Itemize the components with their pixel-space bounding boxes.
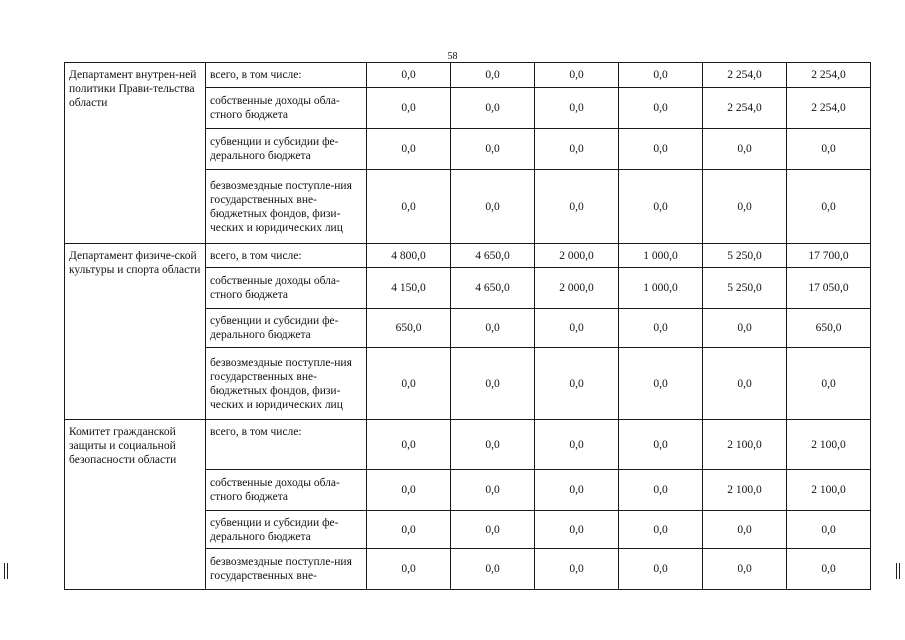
amount-cell: 0,0: [535, 420, 619, 470]
amount-cell: 0,0: [367, 420, 451, 470]
funding-source: субвенции и субсидии фе-дерального бюджета: [206, 511, 367, 549]
amount-cell: 2 254,0: [703, 88, 787, 129]
amount-cell: 0,0: [451, 129, 535, 170]
table-row: [65, 63, 871, 88]
amount-cell: 0,0: [619, 348, 703, 420]
funding-source: всего, в том числе:: [206, 244, 367, 268]
amount-cell: 2 000,0: [535, 268, 619, 309]
funding-source: всего, в том числе:: [206, 63, 367, 88]
amount-cell: 0,0: [787, 511, 871, 549]
amount-cell: 0,0: [703, 170, 787, 244]
amount-cell: 0,0: [367, 470, 451, 511]
amount-cell: 1 000,0: [619, 268, 703, 309]
amount-cell: 2 254,0: [787, 63, 871, 88]
department-name: Департамент физиче-ской культуры и спорта области: [65, 244, 206, 420]
amount-cell: 0,0: [451, 309, 535, 348]
amount-cell: 0,0: [451, 88, 535, 129]
amount-cell: 0,0: [619, 129, 703, 170]
amount-cell: 0,0: [619, 88, 703, 129]
amount-cell: 2 100,0: [703, 470, 787, 511]
amount-cell: 650,0: [787, 309, 871, 348]
amount-cell: 0,0: [535, 470, 619, 511]
amount-cell: 0,0: [535, 549, 619, 590]
amount-cell: 0,0: [367, 129, 451, 170]
amount-cell: 4 650,0: [451, 268, 535, 309]
amount-cell: 0,0: [619, 170, 703, 244]
amount-cell: 0,0: [535, 88, 619, 129]
right-edge-mark: [896, 563, 900, 579]
amount-cell: 1 000,0: [619, 244, 703, 268]
amount-cell: 0,0: [703, 511, 787, 549]
amount-cell: 0,0: [451, 549, 535, 590]
department-name: Комитет гражданской защиты и социальной безопасности области: [65, 420, 206, 590]
amount-cell: 0,0: [367, 63, 451, 88]
amount-cell: 0,0: [787, 549, 871, 590]
funding-source: безвозмездные поступле-ния государственных вне-бюджетных фондов, физи-ческих и юридических лиц: [206, 348, 367, 420]
amount-cell: 0,0: [451, 170, 535, 244]
funding-source: всего, в том числе:: [206, 420, 367, 470]
department-name: Департамент внутрен-ней политики Прави-тельства области: [65, 63, 206, 244]
amount-cell: 0,0: [787, 129, 871, 170]
amount-cell: 0,0: [619, 63, 703, 88]
amount-cell: 2 100,0: [787, 470, 871, 511]
amount-cell: 17 050,0: [787, 268, 871, 309]
amount-cell: 0,0: [535, 348, 619, 420]
amount-cell: 0,0: [367, 88, 451, 129]
amount-cell: 4 150,0: [367, 268, 451, 309]
amount-cell: 0,0: [367, 511, 451, 549]
amount-cell: 0,0: [535, 511, 619, 549]
amount-cell: 0,0: [451, 420, 535, 470]
funding-source: субвенции и субсидии фе-дерального бюджета: [206, 309, 367, 348]
amount-cell: 5 250,0: [703, 268, 787, 309]
amount-cell: 0,0: [703, 348, 787, 420]
amount-cell: 0,0: [367, 348, 451, 420]
amount-cell: 0,0: [787, 170, 871, 244]
amount-cell: 2 100,0: [787, 420, 871, 470]
amount-cell: 0,0: [535, 170, 619, 244]
budget-table: [64, 62, 871, 590]
amount-cell: 650,0: [367, 309, 451, 348]
amount-cell: 2 000,0: [535, 244, 619, 268]
funding-source: безвозмездные поступле-ния государственных вне-бюджетных фондов, физи-ческих и юридических лиц: [206, 170, 367, 244]
amount-cell: 0,0: [535, 63, 619, 88]
amount-cell: 0,0: [619, 511, 703, 549]
amount-cell: 2 100,0: [703, 420, 787, 470]
amount-cell: 0,0: [451, 63, 535, 88]
funding-source: субвенции и субсидии фе-дерального бюджета: [206, 129, 367, 170]
amount-cell: 0,0: [451, 470, 535, 511]
amount-cell: 0,0: [451, 348, 535, 420]
amount-cell: 2 254,0: [703, 63, 787, 88]
amount-cell: 0,0: [703, 129, 787, 170]
amount-cell: 0,0: [367, 549, 451, 590]
funding-source: собственные доходы обла-стного бюджета: [206, 470, 367, 511]
amount-cell: 0,0: [787, 348, 871, 420]
amount-cell: 0,0: [619, 420, 703, 470]
amount-cell: 0,0: [535, 129, 619, 170]
amount-cell: 4 800,0: [367, 244, 451, 268]
amount-cell: 0,0: [367, 170, 451, 244]
amount-cell: 2 254,0: [787, 88, 871, 129]
funding-source: безвозмездные поступле-ния государственных вне-: [206, 549, 367, 590]
amount-cell: 0,0: [535, 309, 619, 348]
amount-cell: 5 250,0: [703, 244, 787, 268]
amount-cell: 4 650,0: [451, 244, 535, 268]
funding-source: собственные доходы обла-стного бюджета: [206, 88, 367, 129]
page-number: 58: [447, 51, 458, 62]
amount-cell: 0,0: [451, 511, 535, 549]
table-row: [65, 244, 871, 268]
amount-cell: 0,0: [703, 309, 787, 348]
amount-cell: 0,0: [619, 549, 703, 590]
amount-cell: 17 700,0: [787, 244, 871, 268]
left-edge-mark: [4, 563, 8, 579]
amount-cell: 0,0: [619, 470, 703, 511]
amount-cell: 0,0: [619, 309, 703, 348]
funding-source: собственные доходы обла-стного бюджета: [206, 268, 367, 309]
amount-cell: 0,0: [703, 549, 787, 590]
table-row: [65, 420, 871, 470]
